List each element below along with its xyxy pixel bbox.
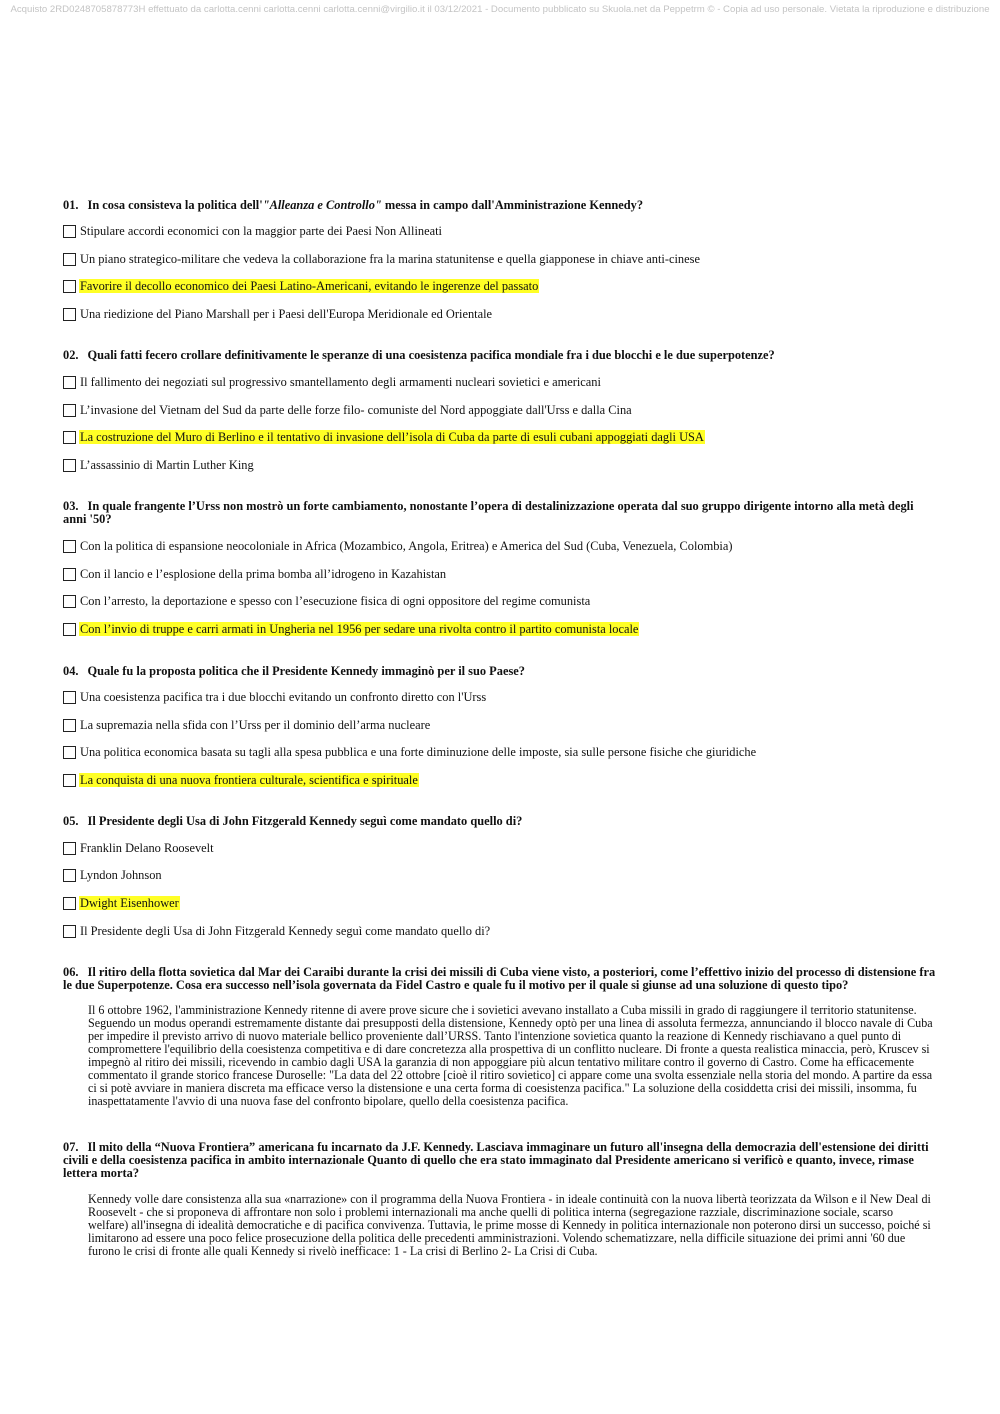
question-number: 06. [63,965,79,979]
question-02-option-2[interactable] [63,402,633,418]
question-02-option-1[interactable] [63,374,602,390]
checkbox[interactable] [63,431,76,444]
question-text-italic: "Alleanza e Controllo" [262,198,382,212]
question-number: 04. [63,664,79,678]
question-text: messa in campo dall'Amministrazione Kennedy? [381,198,644,212]
question-06-answer: Il 6 ottobre 1962, l'amministrazione Kennedy ritenne di avere prove sicure che i sovietici avevano installato a Cuba missili in grado di raggiungere il territorio statunitense. Seguendo un modus operandi estremamente distante dai presupposti della distensione, Kennedy optò per una linea di assoluta fermezza, annunciando il blocco navale di Cuba per impedire il previsto arrivo di nuovo materiale bellico proveniente dall’URSS. Tanto l'intenzione sovietica quanto la reazione di Kennedy rischiavano a quel punto di compromettere l'equilibrio della coesistenza competitiva e di dare concretezza alla prospettiva di un conflitto nucleare. Di fronte a questa realistica minaccia, però, Kruscev si impegnò al ritiro dei missili, ricevendo in cambio dagli USA la garanzia di non appoggiare più alcun tentativo militare contro il governo di Castro. Come ha efficacemente commentato il grande storico francese Duroselle: "La data del 22 ottobre [cioè il ritiro sovietico] ci appare come una svolta essenziale nella storia del mondo. A partire da essa ci si potè avviare in maniera discreta ma efficace verso la distensione e una certa forma di coesistenza pacifica." La soluzione della cosiddetta crisi dei missili, insomma, fu inaspettatamente l'avvio di una nuova fase del confronto bipolare, quello della coesistenza pacifica. [88,1003,933,1108]
checkbox[interactable] [63,774,76,787]
question-text: Quale fu la proposta politica che il Presidente Kennedy immaginò per il suo Paese? [87,664,525,678]
question-number: 03. [63,499,79,513]
option-label-highlighted: La costruzione del Muro di Berlino e il tentativo di invasione dell’isola di Cuba da parte di esuli cubani appoggiati dagli USA [80,430,704,444]
checkbox[interactable] [63,540,76,553]
question-04-option-2[interactable] [63,717,431,733]
option-label-highlighted: Favorire il decollo economico dei Paesi Latino-Americani, evitando le ingerenze del passato [80,279,539,293]
question-04-option-1[interactable] [63,689,487,705]
checkbox[interactable] [63,925,76,938]
option-label: L’invasione del Vietnam del Sud da parte delle forze filo- comuniste del Nord appoggiate dall'Urss e dalla Cina [80,403,632,417]
question-text: Il Presidente degli Usa di John Fitzgerald Kennedy seguì come mandato quello di? [87,814,523,828]
checkbox[interactable] [63,376,76,389]
question-01-option-1[interactable] [63,223,443,239]
question-05-title [63,815,939,828]
question-01-option-2[interactable] [63,251,701,267]
question-02-option-3[interactable] [63,429,705,445]
checkbox[interactable] [63,404,76,417]
checkbox[interactable] [63,459,76,472]
checkbox[interactable] [63,568,76,581]
option-label: Una coesistenza pacifica tra i due blocchi evitando un confronto diretto con l'Urss [80,690,487,704]
option-label: Con la politica di espansione neocoloniale in Africa (Mozambico, Angola, Eritrea) e America del Sud (Cuba, Venezuela, Colombia) [80,539,733,553]
checkbox[interactable] [63,225,76,238]
question-03-option-3[interactable] [63,593,591,609]
option-label: Una politica economica basata su tagli alla spesa pubblica e una forte diminuzione delle imposte, sia sulle persone fisiche che giuridiche [80,745,757,759]
option-label: Lyndon Johnson [80,868,162,882]
question-03-option-1[interactable] [63,538,734,554]
checkbox[interactable] [63,719,76,732]
option-label: Franklin Delano Roosevelt [80,841,214,855]
question-07-title [63,1141,939,1180]
question-04-title [63,665,939,678]
question-05-option-1[interactable] [63,840,215,856]
option-label: Stipulare accordi economici con la maggior parte dei Paesi Non Allineati [80,224,442,238]
option-label: La supremazia nella sfida con l’Urss per il dominio dell’arma nucleare [80,718,431,732]
option-label: Il Presidente degli Usa di John Fitzgerald Kennedy seguì come mandato quello di? [80,924,491,938]
question-02-title [63,349,939,362]
checkbox[interactable] [63,691,76,704]
question-04-option-4[interactable] [63,772,419,788]
option-label: Un piano strategico-militare che vedeva la collaborazione fra la marina statunitense e quella giapponese in chiave anti-cinese [80,252,700,266]
question-text: Il ritiro della flotta sovietica dal Mar dei Caraibi durante la crisi dei missili di Cuba viene visto, a posteriori, come l’effettivo inizio del processo di distensione fra le due Superpotenze. Cosa era successo nell’isola governata da Fidel Castro e quale fu il motivo per il quale si giunse ad una soluzione di questo tipo? [63,965,936,992]
question-01-title [63,199,939,212]
question-06-title [63,966,939,992]
question-05-option-4[interactable] [63,923,491,939]
checkbox[interactable] [63,897,76,910]
option-label: L’assassinio di Martin Luther King [80,458,254,472]
question-number: 01. [63,198,79,212]
checkbox[interactable] [63,253,76,266]
option-label: Una riedizione del Piano Marshall per i Paesi dell'Europa Meridionale ed Orientale [80,307,493,321]
question-text: In quale frangente l’Urss non mostrò un forte cambiamento, nonostante l’opera di destalinizzazione operata dal suo gruppo dirigente intorno alla metà degli anni '50? [63,499,914,526]
checkbox[interactable] [63,280,76,293]
checkbox[interactable] [63,869,76,882]
option-label-highlighted: La conquista di una nuova frontiera culturale, scientifica e spirituale [80,773,418,787]
option-label-highlighted: Con l’invio di truppe e carri armati in Ungheria nel 1956 per sedare una rivolta contro il partito comunista locale [80,622,639,636]
option-label: Con l’arresto, la deportazione e spesso con l’esecuzione fisica di ogni oppositore del regime comunista [80,594,591,608]
checkbox[interactable] [63,595,76,608]
question-text: Il mito della “Nuova Frontiera” americana fu incarnato da J.F. Kennedy. Lasciava immaginare un futuro all'insegna della democrazia dell'estensione dei diritti civili e della coesistenza pacifica in ambito internazionale Quanto di quello che era stato immaginato dal Presidente americano si verificò e quanto, invece, rimase lettera morta? [63,1140,929,1180]
question-07-answer: Kennedy volle dare consistenza alla sua «narrazione» con il programma della Nuova Frontiera - in ideale continuità con la nuova libertà teorizzata da Wilson e il New Deal di Roosevelt - che si proponeva di affrontare non solo i problemi internazionali ma anche quelli di politica interna (segregazione razziale, discriminazione sociale, scarso welfare) all'insegna di idealità democratiche e di pacifica convivenza. Tuttavia, le prime mosse di Kennedy in politica internazionale non poterono dirsi un successo, poiché si limitarono ad essere una poco felice prosecuzione della politica delle precedenti amministrazioni. Volendo schematizzare, nella difficile situazione dei primi anni '60 due furono le crisi di fronte alle quali Kennedy si rivelò inefficace: 1 - La crisi di Berlino 2- La Crisi di Cuba. [88,1192,931,1258]
option-label-highlighted: Dwight Eisenhower [80,896,179,910]
checkbox[interactable] [63,842,76,855]
question-05-option-2[interactable] [63,867,163,883]
option-label: Con il lancio e l’esplosione della prima bomba all’idrogeno in Kazahistan [80,567,447,581]
option-label: Il fallimento dei negoziati sul progressivo smantellamento degli armamenti nucleari sovietici e americani [80,375,601,389]
question-03-option-4[interactable] [63,621,639,637]
question-02-option-4[interactable] [63,457,255,473]
checkbox[interactable] [63,308,76,321]
question-01-option-3[interactable] [63,278,539,294]
question-04-option-3[interactable] [63,744,757,760]
question-number: 02. [63,348,79,362]
question-text: In cosa consisteva la politica dell' [87,198,263,212]
question-text: Quali fatti fecero crollare definitivamente le speranze di una coesistenza pacifica mondiale fra i due blocchi e le due superpotenze? [87,348,775,362]
checkbox[interactable] [63,746,76,759]
question-number: 05. [63,814,79,828]
question-05-option-3[interactable] [63,895,180,911]
question-03-option-2[interactable] [63,566,447,582]
checkbox[interactable] [63,623,76,636]
question-03-title [63,500,939,526]
question-01-option-4[interactable] [63,306,493,322]
question-number: 07. [63,1140,79,1154]
watermark-notice: Acquisto 2RD0248705878773H effettuato da carlotta.cenni carlotta.cenni carlotta.cenni@virgilio.it il 03/12/2021 - Documento pubblicato su Skuola.net da Peppetrm © - Copia ad uso personale. Vietata la riproduzione e distribuzione [10,4,990,15]
